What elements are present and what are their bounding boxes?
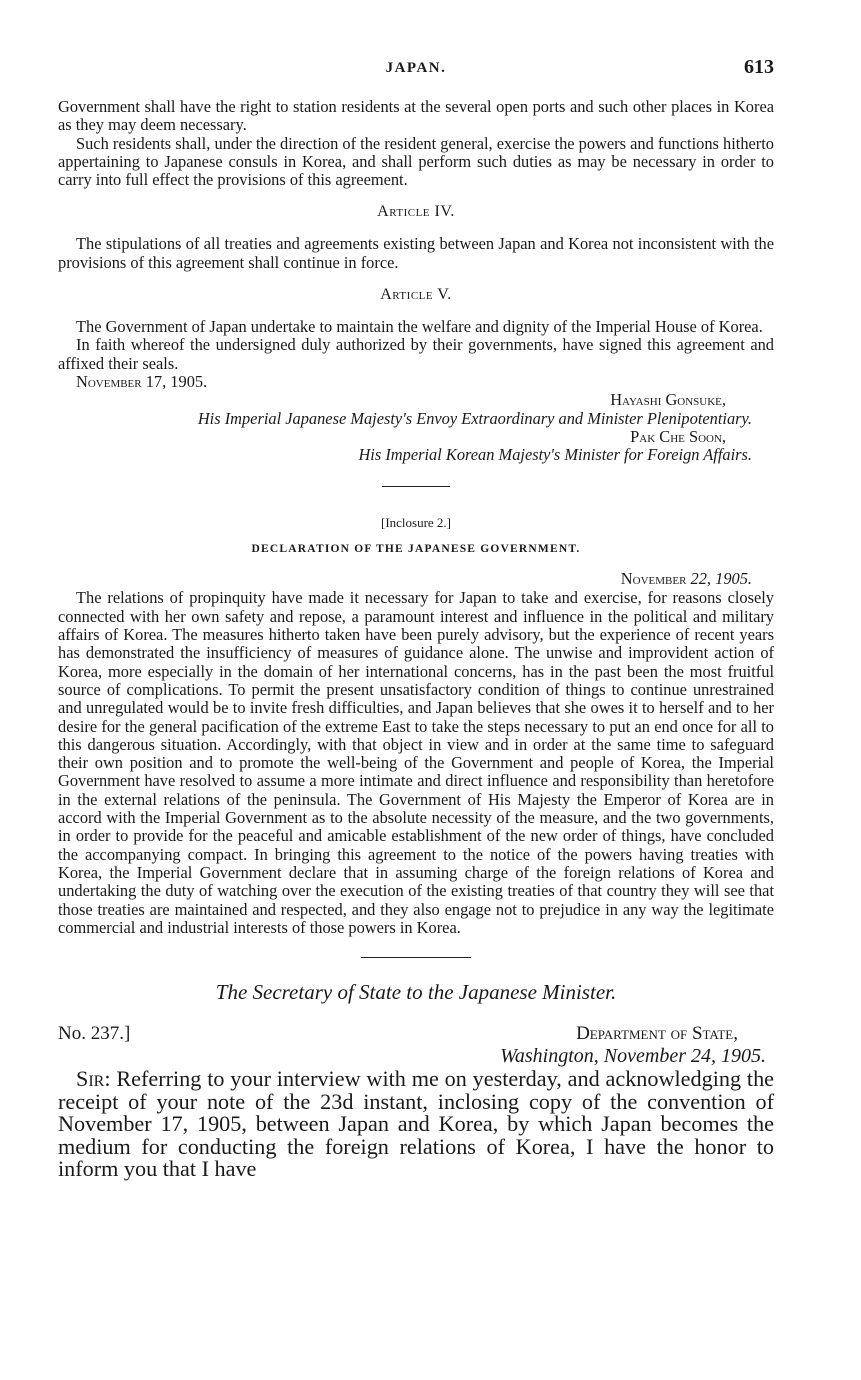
article-iv-text: The stipulations of all treaties and agreements existing between Japan and Korea not inconsistent with the provisions of this agreement shall continue in force. [58,234,774,272]
article-iv-heading: Article IV. [377,203,455,221]
letter-number: No. 237.] [58,1023,131,1045]
article-v-faith: In faith whereof the undersigned duly authorized by their governments, have signed this agreement and affixed their seals. [58,335,774,373]
signatory-title-hayashi: His Imperial Japanese Majesty's Envoy Extraordinary and Minister Plenipotentiary. [197,408,752,428]
signatory-title-pak: His Imperial Korean Majesty's Minister for Foreign Affairs. [358,445,752,465]
running-head-title: JAPAN. [385,60,447,76]
letter-salutation: Sir: [76,1066,111,1092]
running-head [58,52,774,82]
declaration-date-month: November [620,569,687,589]
letter-header-row [58,1023,774,1045]
letter-body [58,1068,774,1181]
article-v-text: The Government of Japan undertake to maintain the welfare and dignity of the Imperial House of Korea. [76,317,763,337]
inclosure-label: [Inclosure 2.] [380,515,452,531]
agreement-date: November 17, 1905. [76,371,208,391]
paragraph-residents-duties: Such residents shall, under the direction of the resident general, exercise the powers and functions hitherto appertaining to Japanese consuls in Korea, and shall perform such duties as may be necessary in order to carry into full effect the provisions of this agreement. [58,133,774,190]
signatory-name-pak: Pak Che Soon, [630,426,726,446]
letter-place-date: Washington, November 24, 1905. [500,1045,766,1068]
declaration-date [58,569,774,589]
declaration-date-day-year: 22, 1905. [690,569,752,589]
page-number: 613 [744,56,774,78]
declaration-body: The relations of propinquity have made it necessary for Japan to take and exercise, for reasons closely connected with her own safety and repose, a paramount interest and influence in the political and military affairs of Korea. The measures hitherto taken have been purely advisory, but the experience of recent years has demonstrated the insufficiency of measures of guidance alone. The unwise and improvident action of Korea, more especially in the domain of her international concerns, has in the past been the most fruitful source of complications. To permit the present unsatisfactory condition of things to continue unrestrained and unregulated would be to invite fresh difficulties, and Japan believes that she owes it to herself and to her desire for the general pacification of the extreme East to take the steps necessary to put an end once for all to this dangerous situation. Accordingly, with that object in view and in order at the same time to safeguard their own position and to promote the well-being of the Government and people of Korea, the Imperial Government have resolved to assume a more intimate and direct influence and responsibility than heretofore in the external relations of the peninsula. The Government of His Majesty the Emperor of Korea are in accord with the Imperial Government as to the absolute necessity of the measure, and the two governments, in order to provide for the peaceful and amicable establishment of the new order of things, have concluded the accompanying compact. In bringing this agreement to the notice of the powers having treaties with Korea, the Imperial Government declare that in assuming charge of the foreign relations of Korea and undertaking the duty of watching over the execution of the existing treaties of that country they will see that those treaties are maintained and respected, and they also engage not to prejudice in any way the legitimate commercial and industrial interests of those powers in Korea. [58,588,774,937]
letter-department: Department of State, [576,1023,738,1045]
paragraph-residents: Government shall have the right to station residents at the several open ports and such other places in Korea as they may deem necessary. [58,97,774,135]
letter-body-text: Referring to your interview with me on yesterday, and acknowledging the receipt of your note of the 23d instant, inclosing copy of the convention of November 17, 1905, between Japan and Korea, by which Japan becomes the medium for conducting the foreign relations of Korea, I have the honor to inform you that I have [58,1066,775,1182]
document-page [58,52,774,1181]
declaration-title: DECLARATION OF THE JAPANESE GOVERNMENT. [251,543,581,556]
letter-heading: The Secretary of State to the Japanese Minister. [215,980,617,1005]
signatory-name-hayashi: Hayashi Gonsuke, [610,390,726,410]
article-v-heading: Article V. [380,286,452,304]
